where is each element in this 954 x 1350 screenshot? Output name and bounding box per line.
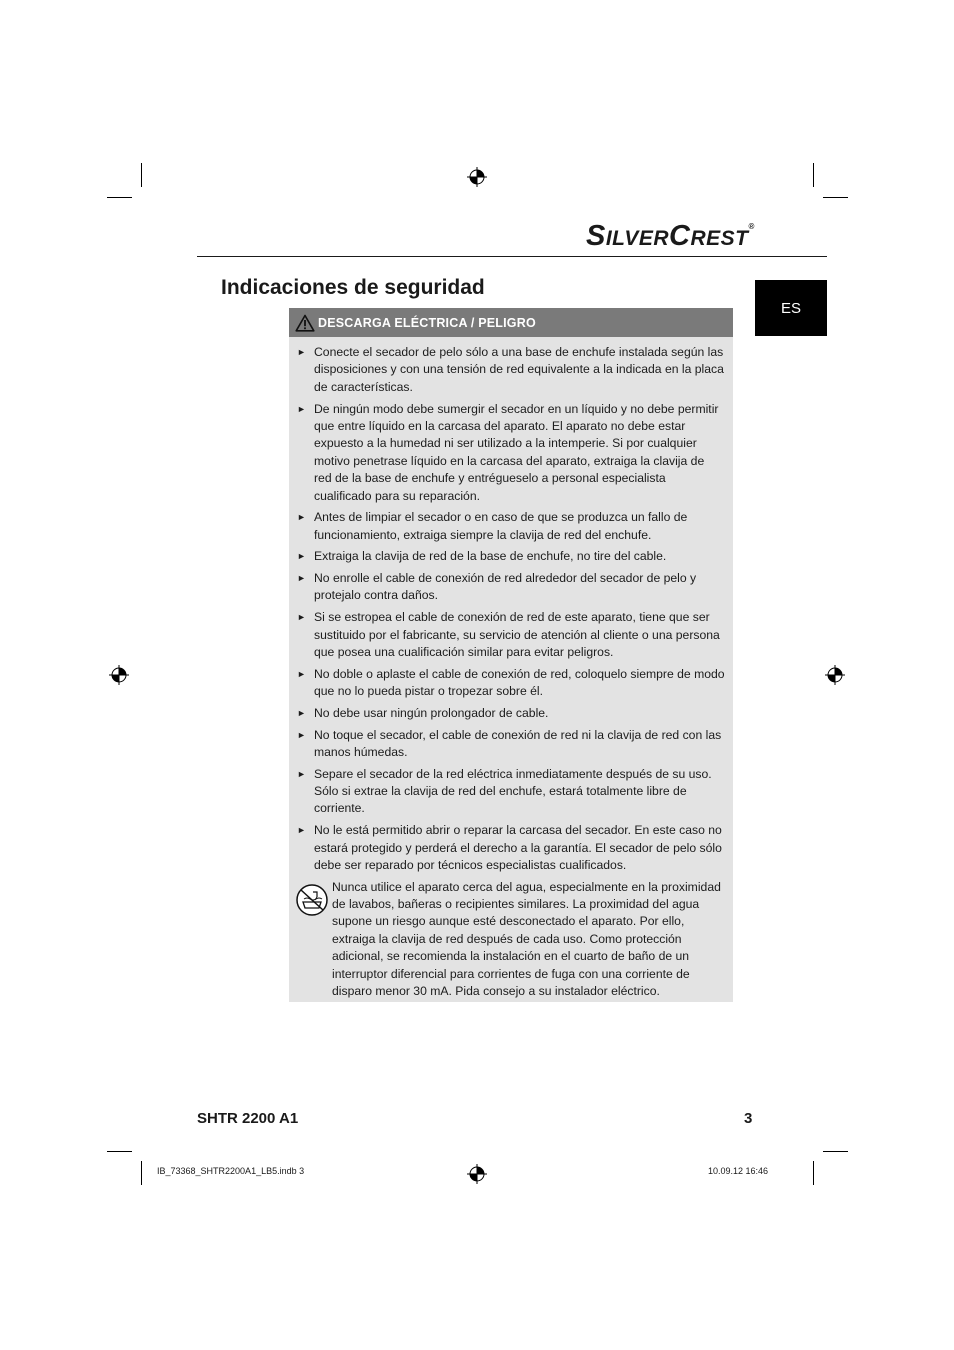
brand-logo [586, 220, 755, 253]
print-slug-file: IB_73368_SHTR2200A1_LB5.indb 3 [157, 1166, 305, 1176]
language-tab [755, 280, 827, 336]
list-item-text: Extraiga la clavija de red de la base de enchufe, no tire del cable. [314, 549, 667, 564]
list-item-text: Conecte el secador de pelo sólo a una base de enchufe instalada según las disposiciones y con una tensión de red equivalente a la indicada en la placa de características. [314, 345, 724, 394]
list-item [295, 822, 725, 874]
list-item [295, 609, 725, 661]
list-item [295, 344, 725, 396]
list-item-text: De ningún modo debe sumergir el secador en un líquido y no debe permitir que entre líquido en la carcasa del aparato. El aparato no debe estar expuesto a la humedad ni ser utilizado a la intemperie. Si por cualquier motivo penetrase líquido en la carcasa del aparato, extraiga la clavija de red de la base de enchufe y entrégueselo a personal especialista cualificado para su reparación. [314, 401, 719, 503]
registration-mark-right-icon [825, 665, 845, 685]
logo-letter-c: C [669, 220, 691, 252]
list-item [295, 727, 725, 762]
language-tab-label: ES [780, 299, 801, 317]
registration-mark-bottom-icon [467, 1164, 487, 1184]
page-title: Indicaciones de seguridad [221, 276, 485, 299]
list-item-text: No doble o aplaste el cable de conexión de red, coloquelo siempre de modo que no lo pueda pistar o tropezar sobre él. [314, 666, 725, 699]
bullet-arrow-icon: ► [297, 512, 306, 523]
list-item-text: No enrolle el cable de conexión de red alrededor del secador de pelo y protejalo contra daños. [314, 571, 697, 603]
bullet-arrow-icon: ► [297, 612, 306, 623]
model-number: SHTR 2200 A1 [197, 1110, 299, 1127]
no-bathtub-water-icon [295, 883, 329, 917]
page-number: 3 [744, 1110, 753, 1127]
list-item [295, 509, 725, 544]
crop-mark-top-right-h [823, 197, 848, 198]
crop-mark-top-left-v [141, 163, 142, 187]
list-item [295, 766, 725, 818]
list-item-text: No le está permitido abrir o reparar la carcasa del secador. En este caso no estará protegido y perderá el derecho a la garantía. El secador de pelo sólo debe ser reparado por técnicos especialistas cualificados. [314, 823, 722, 872]
bullet-arrow-icon: ► [297, 707, 306, 718]
warning-header [289, 308, 733, 337]
print-slug-date: 10.09.12 16:46 [708, 1166, 769, 1176]
logo-letter-s: S [586, 220, 606, 252]
logo-registered-mark: ® [748, 222, 755, 231]
list-item [295, 548, 725, 565]
crop-mark-bottom-right-h [823, 1151, 848, 1152]
list-item-text: No toque el secador, el cable de conexión de red ni la clavija de red con las manos húmedas. [314, 727, 722, 759]
bullet-arrow-icon: ► [297, 551, 306, 562]
bullet-arrow-icon: ► [297, 729, 306, 740]
water-note-text: Nunca utilice el aparato cerca del agua, especialmente en la proximidad de lavabos, bañeras o recipientes similares. La proximidad del agua supone un riesgo aunque esté desconectado el aparato. Por ello, extraiga la clavija de red después de cada uso. Como protección adicional, se recomienda la instalación en el cuarto de baño de un interruptor diferencial para corrientes de fuga con una corriente de disparo menor 30 mA. Pida consejo a su instalador eléctrico. [332, 879, 721, 999]
bullet-arrow-icon: ► [297, 768, 306, 779]
warning-heading: DESCARGA ELÉCTRICA / PELIGRO [318, 315, 536, 330]
logo-text-rest: REST [690, 227, 749, 250]
list-item-text: Antes de limpiar el secador o en caso de que se produzca un fallo de funcionamiento, extraiga siempre la clavija de red del enchufe. [314, 510, 688, 542]
crop-mark-top-right-v [813, 163, 814, 187]
warning-list [289, 337, 733, 874]
list-item [295, 705, 725, 722]
list-item-text: No debe usar ningún prolongador de cable. [314, 705, 549, 720]
list-item-text: Si se estropea el cable de conexión de red de este aparato, tiene que ser sustituido por el fabricante, su servicio de atención al cliente o una persona que posea una cualificación similar para evitar peligros. [314, 610, 720, 659]
crop-mark-bottom-left-h [107, 1151, 132, 1152]
header-divider [197, 256, 827, 257]
logo-text-ilver: ILVER [605, 227, 670, 250]
warning-box [289, 308, 733, 1002]
bullet-arrow-icon: ► [297, 825, 306, 836]
bullet-arrow-icon: ► [297, 668, 306, 679]
bullet-arrow-icon: ► [297, 347, 306, 357]
water-warning-note [295, 879, 733, 1001]
list-item [295, 666, 725, 701]
list-item-text: Separe el secador de la red eléctrica inmediatamente después de su uso. Sólo si extrae la clavija de red del enchufe, estará totalmente libre de corriente. [314, 766, 712, 816]
bullet-arrow-icon: ► [297, 573, 306, 584]
registration-mark-left-icon [109, 665, 129, 685]
list-item [295, 570, 725, 605]
list-item [295, 401, 725, 505]
crop-mark-bottom-left-v [141, 1161, 142, 1185]
warning-triangle-icon [295, 314, 315, 332]
crop-mark-top-left-h [107, 197, 132, 198]
crop-mark-bottom-right-v [813, 1161, 814, 1185]
bullet-arrow-icon: ► [297, 403, 306, 414]
registration-mark-top-icon [467, 167, 487, 187]
